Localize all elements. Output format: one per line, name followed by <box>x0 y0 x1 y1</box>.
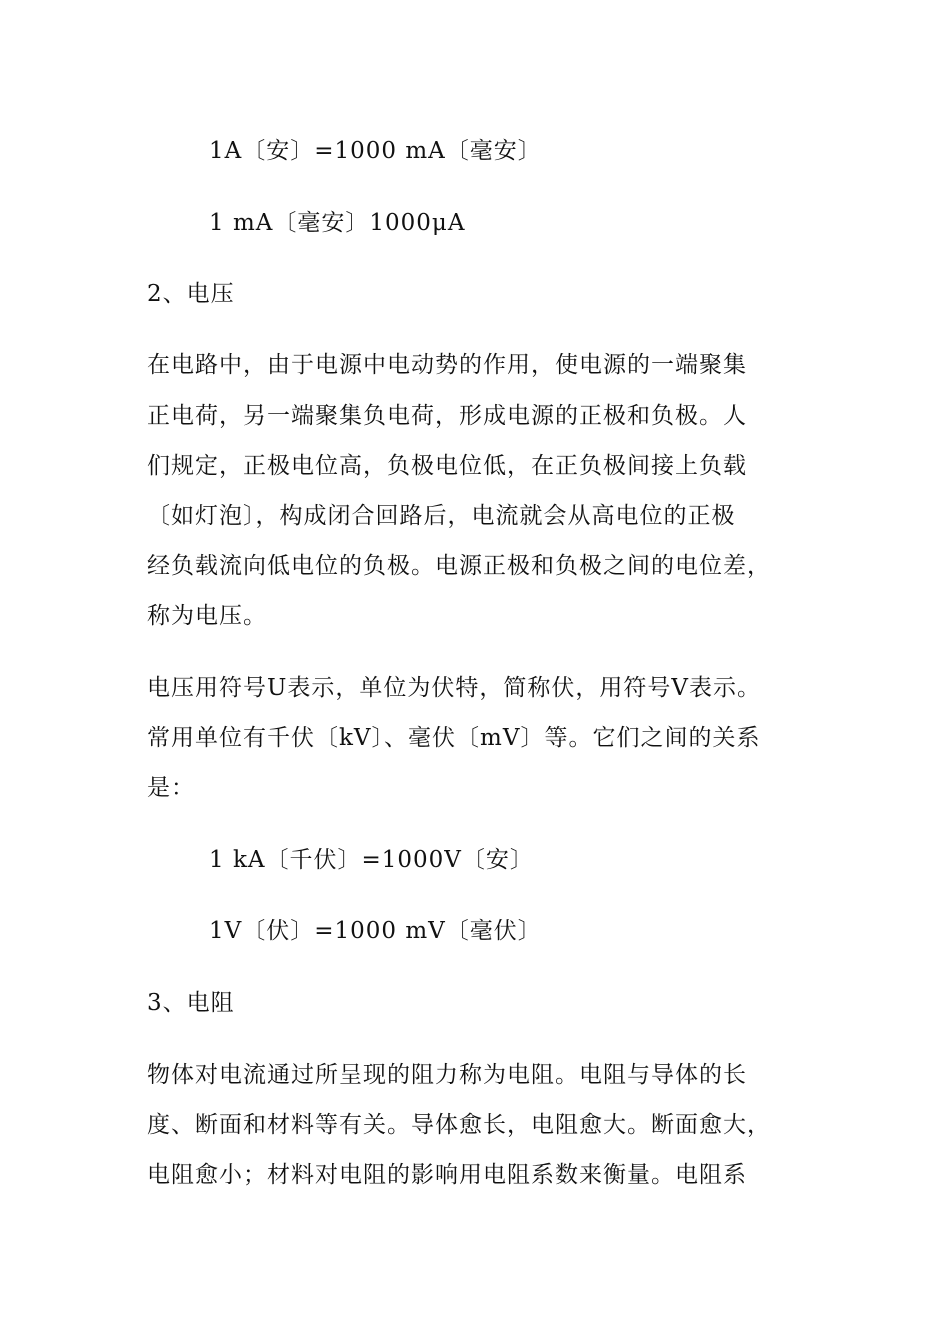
section-heading-resistance: 3、电阻 <box>147 990 235 1016</box>
voltage-paragraph-line: 〔如灯泡〕，构成闭合回路后，电流就会从高电位的正极 <box>147 503 736 529</box>
resistance-paragraph-line: 度、断面和材料等有关。导体愈长，电阻愈大。断面愈大， <box>147 1112 771 1138</box>
voltage-paragraph-line: 们规定，正极电位高，负极电位低，在正负极间接上负载 <box>147 453 747 479</box>
resistance-paragraph-line: 电阻愈小；材料对电阻的影响用电阻系数来衡量。电阻系 <box>147 1162 747 1188</box>
section-heading-voltage: 2、电压 <box>147 281 235 307</box>
formula-milliampere-to-microampere: 1 mA〔毫安〕1000μA <box>209 210 466 236</box>
voltage-unit-paragraph-line: 是： <box>147 775 195 801</box>
formula-ampere-to-milliampere: 1A〔安〕=1000 mA〔毫安〕 <box>209 138 542 164</box>
resistance-paragraph-line: 物体对电流通过所呈现的阻力称为电阻。电阻与导体的长 <box>147 1062 747 1088</box>
voltage-paragraph-line: 经负载流向低电位的负极。电源正极和负极之间的电位差， <box>147 553 771 579</box>
voltage-unit-paragraph-line: 电压用符号U表示，单位为伏特，简称伏，用符号V表示。 <box>147 675 761 701</box>
voltage-unit-paragraph-line: 常用单位有千伏〔kV〕、毫伏〔mV〕等。它们之间的关系 <box>147 725 761 751</box>
formula-volt-to-millivolt: 1V〔伏〕=1000 mV〔毫伏〕 <box>209 918 542 944</box>
voltage-paragraph-line: 称为电压。 <box>147 603 267 629</box>
voltage-paragraph-line: 在电路中，由于电源中电动势的作用，使电源的一端聚集 <box>147 352 747 378</box>
voltage-paragraph-line: 正电荷，另一端聚集负电荷，形成电源的正极和负极。人 <box>147 403 747 429</box>
formula-kilovolt-to-volt: 1 kA〔千伏〕=1000V〔安〕 <box>209 847 534 873</box>
